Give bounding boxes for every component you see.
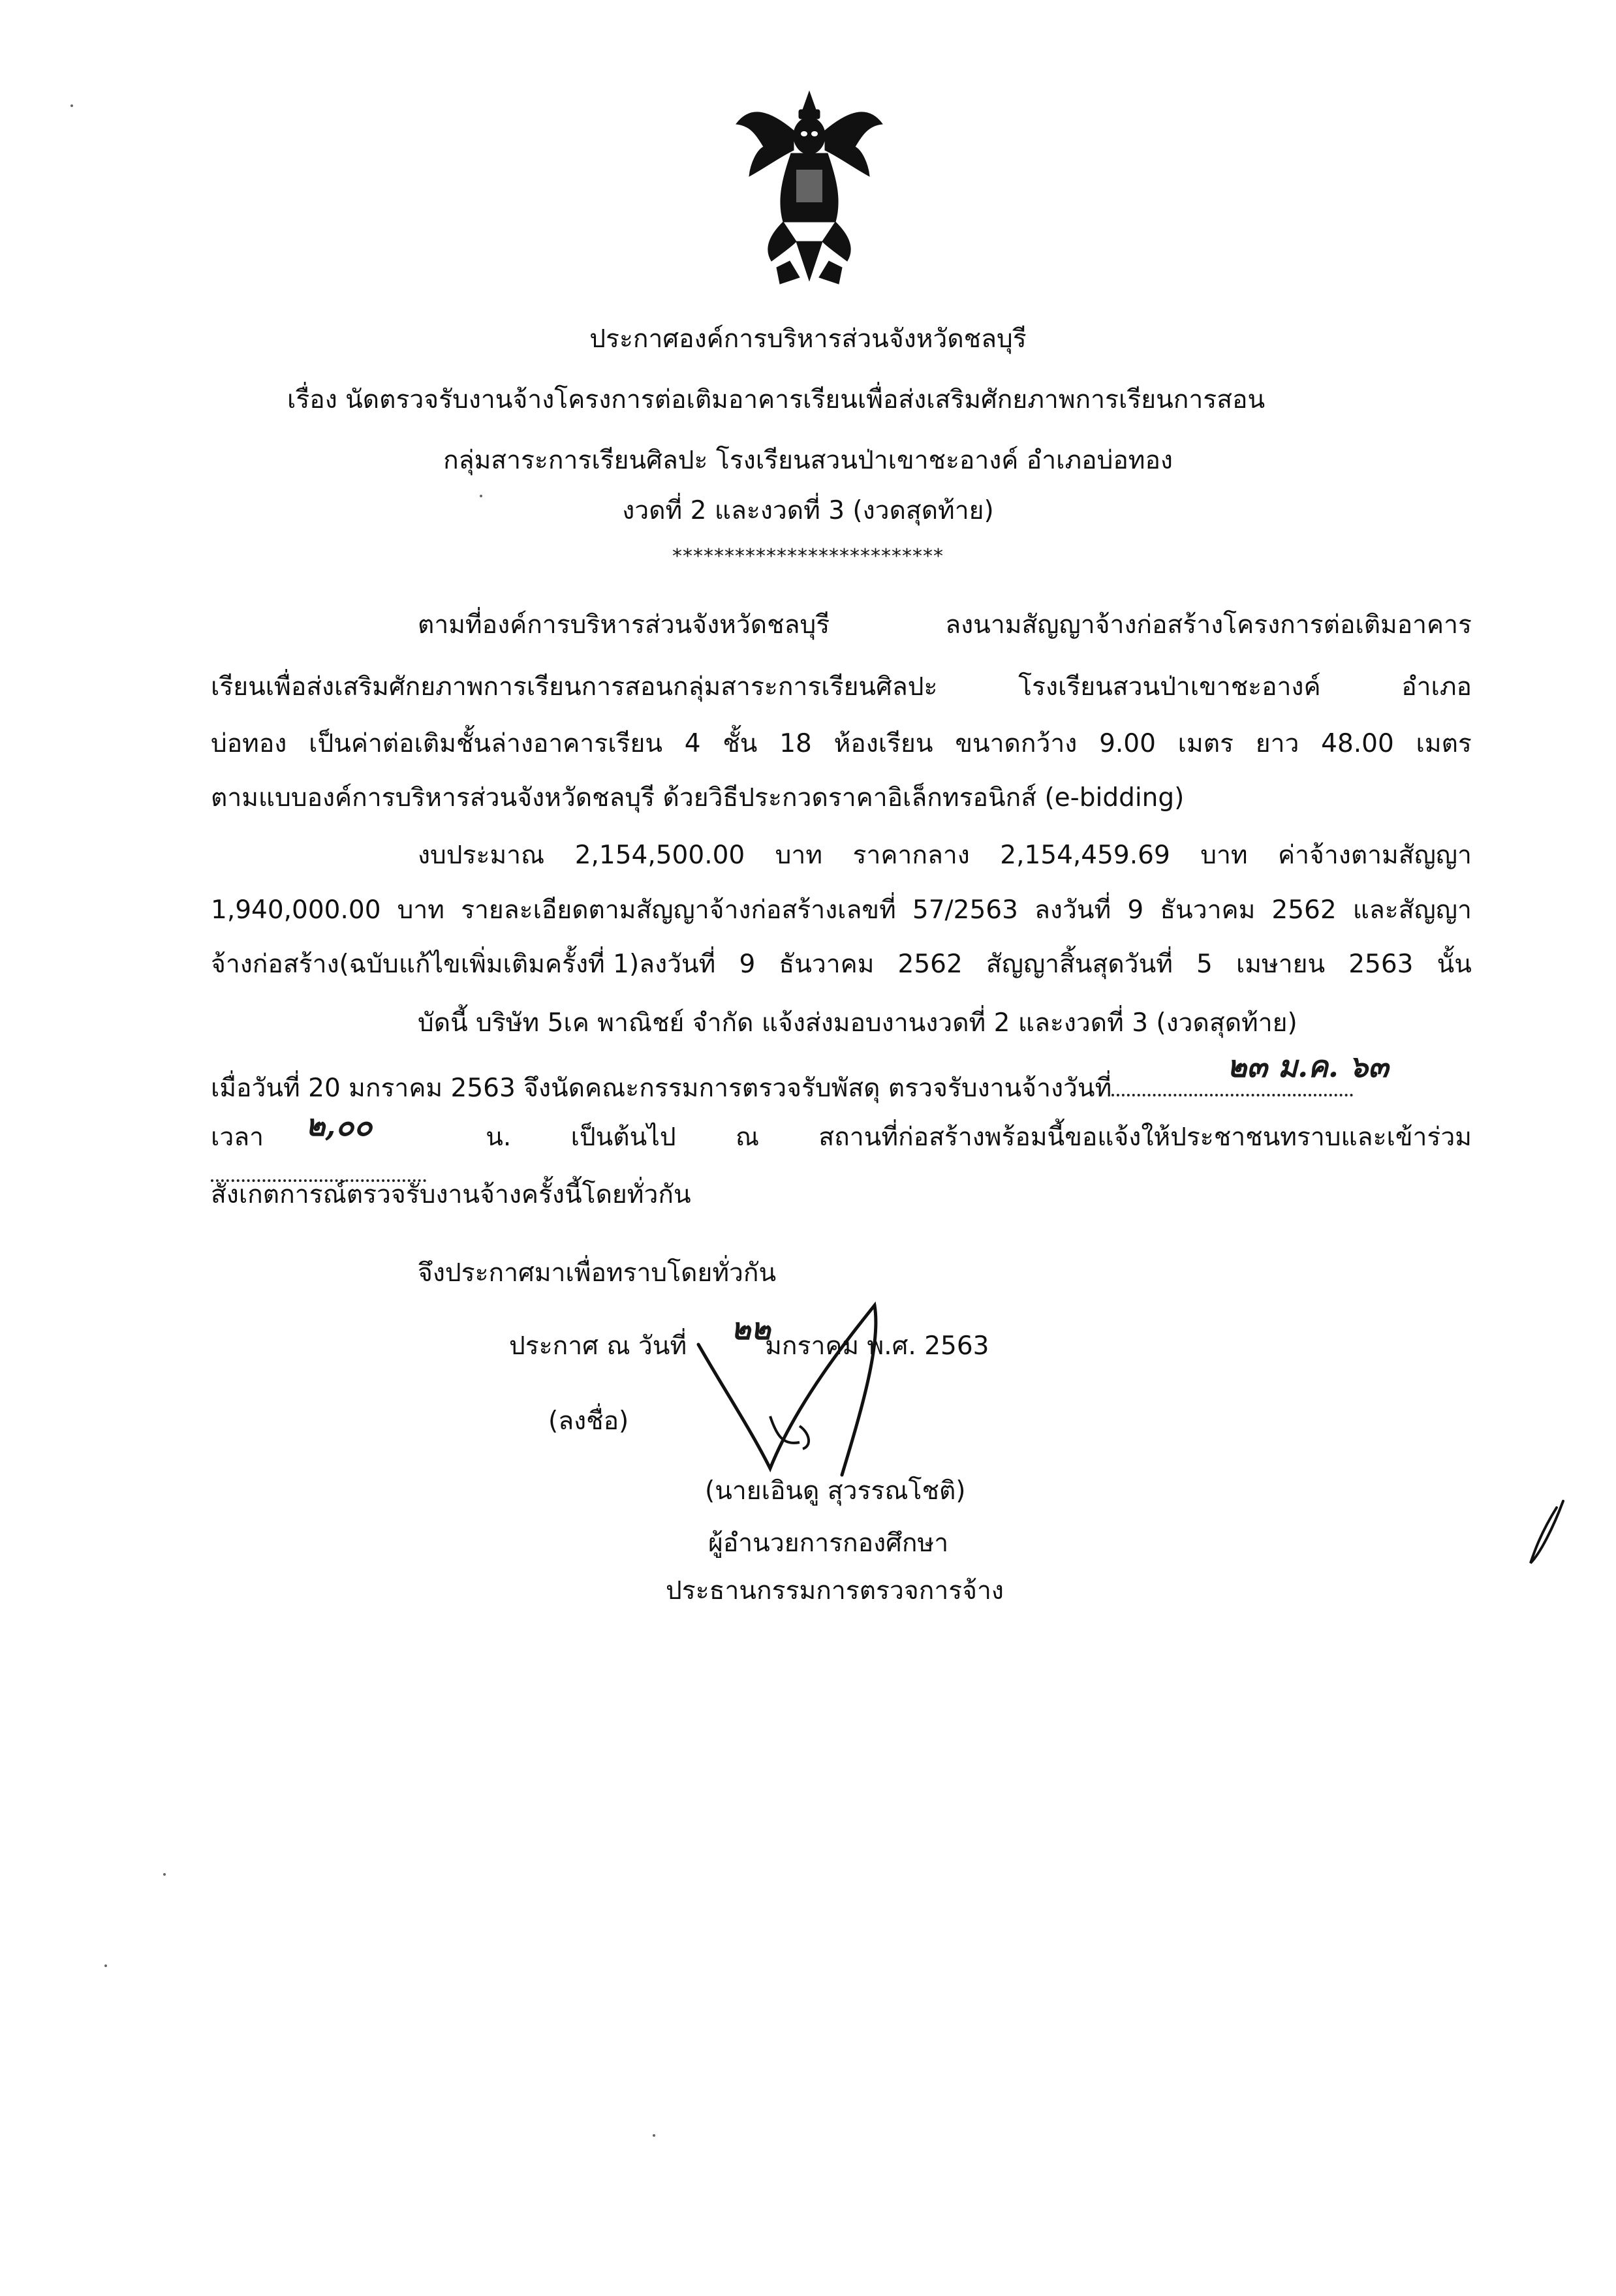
text-segment: 9.00 [1099, 729, 1156, 758]
garuda-emblem-icon [731, 85, 888, 300]
text-segment: ยาว [1255, 729, 1299, 758]
subject-line-2: กลุ่มสาระการเรียนศิลปะ โรงเรียนสวนป่าเขาชะอางค์ อำเภอบ่อทอง [443, 446, 1173, 475]
paragraph-3-line-4: สังเกตการณ์ตรวจรับงานจ้างครั้งนี้โดยทั่วกัน [211, 1180, 691, 1209]
text-segment: จ้างก่อสร้าง(ฉบับแก้ไขเพิ่มเติมครั้งที่ 1)ลงวันที่ [211, 950, 716, 979]
text-segment: ธันวาคม [779, 950, 875, 979]
text-segment: อำเภอ [1401, 672, 1472, 702]
text-segment: นั้น [1437, 950, 1472, 979]
text-segment: สัญญาสิ้นสุดวันที่ [986, 950, 1173, 979]
text-segment: บาท [1200, 841, 1248, 870]
text-segment: ประกาศ ณ วันที่ [509, 1331, 687, 1361]
text-segment: ตามที่องค์การบริหารส่วนจังหวัดชลบุรี [418, 610, 830, 640]
text-segment: เมษายน [1235, 950, 1326, 979]
handwritten-announce-day: ๒๒ [731, 1311, 771, 1346]
time-fill [211, 1153, 426, 1182]
text-segment: 2562 [1271, 895, 1337, 925]
paragraph-2-line-2 [211, 895, 1472, 926]
paragraph-1-line-2 [211, 672, 1472, 703]
text-segment: เวลา [211, 1123, 264, 1152]
paragraph-3-line-1: บัดนี้ บริษัท 5เค พาณิชย์ จำกัด แจ้งส่งมอบงานงวดที่ 2 และงวดที่ 3 (งวดสุดท้าย) [418, 1008, 1297, 1038]
signer-position-1: ผู้อำนวยการกองศึกษา [708, 1528, 949, 1558]
signer-position-2: ประธานกรรมการตรวจการจ้าง [666, 1576, 1004, 1606]
text-segment: สถานที่ก่อสร้างพร้อมนี้ขอแจ้งให้ประชาชนทราบและเข้าร่วม [818, 1123, 1472, 1152]
text-segment: บาท [775, 841, 823, 870]
text-segment: และสัญญา [1352, 895, 1472, 925]
text-segment: มกราคม พ.ศ. 2563 [765, 1331, 989, 1361]
text-segment: 2563 [1348, 950, 1414, 979]
paragraph-2-line-1 [418, 841, 1472, 871]
scan-speck [70, 104, 73, 107]
text-segment: ขนาดกว้าง [955, 729, 1078, 758]
text-segment: ห้องเรียน [833, 729, 933, 758]
text-segment: โรงเรียนสวนป่าเขาชะอางค์ [1018, 672, 1321, 702]
text-segment: ราคากลาง [852, 841, 970, 870]
text-segment: รายละเอียดตามสัญญาจ้างก่อสร้างเลขที่ [461, 895, 896, 925]
handwritten-inspection-date: ๒๓ ม.ค. ๖๓ [1227, 1049, 1389, 1084]
text-segment: เรียนเพื่อส่งเสริมศักยภาพการเรียนการสอนกลุ่มสาระการเรียนศิลปะ [211, 672, 938, 702]
text-segment: 9 [739, 950, 756, 979]
text-segment: 5 [1196, 950, 1213, 979]
text-segment: น. [486, 1123, 512, 1152]
paragraph-1-line-1 [418, 610, 1472, 641]
text-segment: ค่าจ้างตามสัญญา [1278, 841, 1472, 870]
text-segment: งบประมาณ [418, 841, 545, 870]
text-segment: ธันวาคม [1160, 895, 1256, 925]
text-segment: ลงวันที่ [1034, 895, 1111, 925]
text-segment: 18 [779, 729, 812, 758]
closing-statement: จึงประกาศมาเพื่อทราบโดยทั่วกัน [418, 1258, 777, 1288]
text-segment: 2,154,500.00 [574, 841, 745, 870]
text-segment: บ่อทอง [211, 729, 287, 758]
scan-speck [104, 1964, 107, 1967]
text-segment: เมื่อวันที่ 20 มกราคม 2563 จึงนัดคณะกรรมการตรวจรับพัสดุ ตรวจรับงานจ้างวันที่ [211, 1074, 1112, 1103]
text-segment: 4 [684, 729, 701, 758]
text-segment: เมตร [1416, 729, 1472, 758]
subject-line-1: เรื่อง นัดตรวจรับงานจ้างโครงการต่อเติมอาคารเรียนเพื่อส่งเสริมศักยภาพการเรียนการสอน [287, 385, 1266, 414]
subject-line-3: งวดที่ 2 และงวดที่ 3 (งวดสุดท้าย) [622, 496, 994, 525]
separator: ************************** [672, 545, 944, 568]
signed-label: (ลงชื่อ) [548, 1406, 629, 1436]
handwritten-time: ๒,๐๐ [305, 1108, 373, 1143]
text-segment: 2562 [897, 950, 963, 979]
paragraph-3-line-3 [211, 1123, 1472, 1182]
text-segment: เมตร [1177, 729, 1234, 758]
text-segment: ลงนามสัญญาจ้างก่อสร้างโครงการต่อเติมอาคาร [945, 610, 1472, 640]
paragraph-3-line-2 [211, 1068, 1353, 1104]
paragraph-1-line-4: ตามแบบองค์การบริหารส่วนจังหวัดชลบุรี ด้วยวิธีประกวดราคาอิเล็กทรอนิกส์ (e-bidding) [211, 783, 1185, 813]
signer-name: (นายเอินดู สุวรรณโชติ) [705, 1476, 966, 1506]
text-segment: 2,154,459.69 [1000, 841, 1170, 870]
text-segment: 9 [1127, 895, 1144, 925]
scan-speck [163, 1873, 166, 1876]
scan-speck [653, 2134, 655, 2137]
text-segment: เป็นค่าต่อเติมชั้นล่างอาคารเรียน [309, 729, 662, 758]
text-segment: บาท [397, 895, 444, 925]
text-segment: 48.00 [1321, 729, 1394, 758]
text-segment: 1,940,000.00 [211, 895, 381, 925]
document-title: ประกาศองค์การบริหารส่วนจังหวัดชลบุรี [589, 324, 1027, 354]
text-segment: 57/2563 [912, 895, 1018, 925]
paragraph-2-line-3 [211, 950, 1472, 980]
text-segment: ณ [735, 1123, 760, 1152]
paragraph-1-line-3 [211, 729, 1472, 760]
text-segment: เป็นต้นไป [570, 1123, 676, 1152]
scan-speck [480, 495, 482, 497]
text-segment: ชั้น [723, 729, 758, 758]
